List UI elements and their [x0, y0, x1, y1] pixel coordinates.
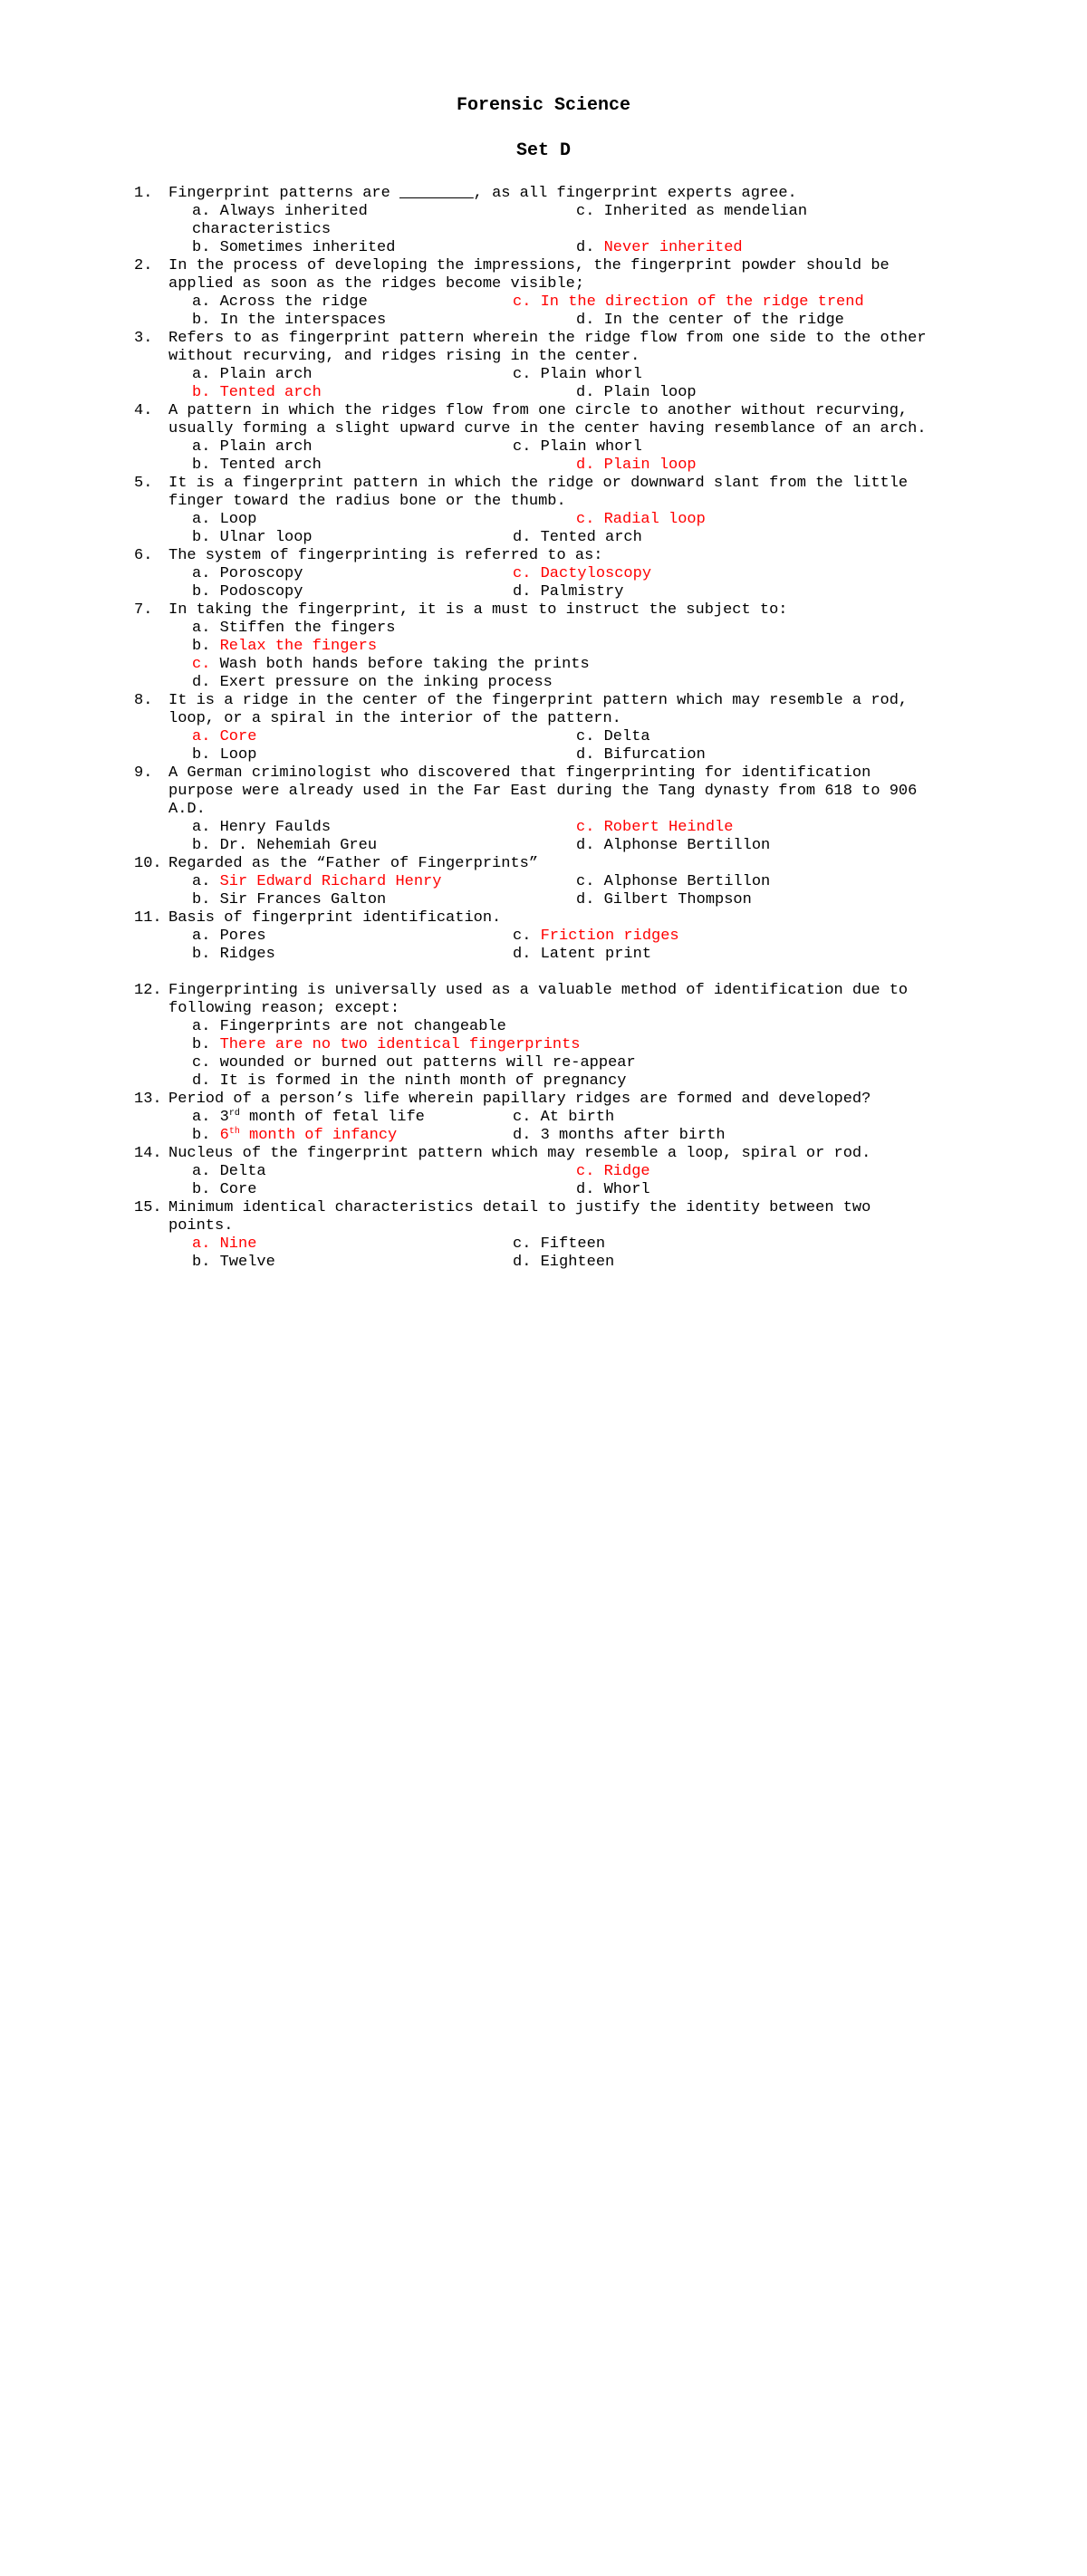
- correct-answer: Sir Edward Richard Henry: [219, 873, 442, 890]
- correct-answer: c. Robert Heindle: [576, 819, 734, 836]
- question-stem: It is a fingerprint pattern in which the ridge or downward slant from the little: [168, 475, 909, 492]
- option-d: d. Tented arch: [513, 529, 642, 546]
- question-number: 8.: [134, 692, 153, 709]
- option-b: b. There are no two identical fingerprints: [192, 1036, 581, 1053]
- question-stem-continuation: purpose were already used in the Far East during the Tang dynasty from 618 to 906: [168, 783, 918, 800]
- option-c: c. At birth: [513, 1109, 615, 1126]
- option-c: c. Delta: [576, 728, 650, 745]
- question-list: [0, 185, 1087, 2576]
- option-b: b. Relax the fingers: [192, 638, 378, 655]
- correct-answer: c. Dactyloscopy: [513, 565, 652, 582]
- option-b: b. Twelve: [192, 1254, 275, 1271]
- question-stem: Basis of fingerprint identification.: [168, 909, 502, 927]
- option-c: c. Wash both hands before taking the prints: [192, 656, 590, 673]
- option-d: d. 3 months after birth: [513, 1127, 726, 1144]
- question-number: 1.: [134, 185, 153, 202]
- question-stem-continuation: points.: [168, 1217, 234, 1235]
- option-a: a. Plain arch: [192, 366, 313, 383]
- question-number: 2.: [134, 257, 153, 274]
- option-a: a. Sir Edward Richard Henry: [192, 873, 442, 890]
- question-number: 10.: [134, 855, 162, 872]
- correct-answer: d. Plain loop: [576, 457, 697, 474]
- question-stem: A pattern in which the ridges flow from one circle to another without recurving,: [168, 402, 909, 419]
- option-a: a. Pores: [192, 928, 266, 945]
- option-b: b. Podoscopy: [192, 583, 303, 601]
- answer-blank: ________: [399, 185, 474, 202]
- question-stem: Regarded as the “Father of Fingerprints”: [168, 855, 539, 872]
- question-number: 6.: [134, 547, 153, 564]
- option-a: a. Fingerprints are not changeable: [192, 1018, 506, 1035]
- question-number: 4.: [134, 402, 153, 419]
- option-d: d. Alphonse Bertillon: [576, 837, 771, 854]
- option-a: a. Poroscopy: [192, 565, 303, 582]
- option-c: c. Plain whorl: [513, 366, 642, 383]
- correct-answer: b. Tented arch: [192, 384, 322, 401]
- option-a: a. Loop: [192, 511, 257, 528]
- question-stem: A German criminologist who discovered that fingerprinting for identification: [168, 764, 871, 782]
- option-a: a. Stiffen the fingers: [192, 620, 396, 637]
- correct-answer: c. In the direction of the ridge trend: [513, 293, 864, 311]
- question-stem-continuation: applied as soon as the ridges become visible;: [168, 275, 585, 293]
- option-d: d. In the center of the ridge: [576, 312, 844, 329]
- option-c: c. Fifteen: [513, 1235, 606, 1253]
- question-number: 13.: [134, 1091, 162, 1108]
- option-d: d. Plain loop: [576, 384, 697, 401]
- question-stem: Minimum identical characteristics detail to justify the identity between two: [168, 1199, 871, 1216]
- option-b: b. 6th month of infancy: [192, 1127, 398, 1144]
- question-stem: Fingerprint patterns are ________, as all fingerprint experts agree.: [168, 185, 797, 202]
- option-b: b. Loop: [192, 746, 257, 764]
- option-d: d. Never inherited: [576, 239, 743, 256]
- correct-answer: Friction ridges: [540, 928, 679, 945]
- option-d: d. Gilbert Thompson: [576, 891, 752, 908]
- option-c: c. Friction ridges: [513, 928, 679, 945]
- option-d: d. It is formed in the ninth month of pregnancy: [192, 1072, 627, 1090]
- correct-answer: Relax the fingers: [219, 638, 378, 655]
- question-stem-continuation: usually forming a slight upward curve in the center having resemblance of an arch.: [168, 420, 927, 437]
- question-stem-continuation: following reason; except:: [168, 1000, 400, 1017]
- question-number: 5.: [134, 475, 153, 492]
- question-number: 11.: [134, 909, 162, 927]
- correct-answer: c. Radial loop: [576, 511, 706, 528]
- page-title: Forensic Science: [456, 95, 631, 116]
- question-stem: Fingerprinting is universally used as a valuable method of identification due to: [168, 982, 909, 999]
- option-b: b. Core: [192, 1181, 257, 1198]
- correct-answer: There are no two identical fingerprints: [219, 1036, 581, 1053]
- correct-answer: a. Core: [192, 728, 257, 745]
- question-stem: Refers to as fingerprint pattern wherein the ridge flow from one side to the other: [168, 330, 927, 347]
- question-number: 9.: [134, 764, 153, 782]
- set-label: Set D: [515, 140, 571, 161]
- option-b: b. Tented arch: [192, 457, 322, 474]
- question-stem: In the process of developing the impressions, the fingerprint powder should be: [168, 257, 890, 274]
- question-stem-continuation: without recurving, and ridges rising in the center.: [168, 348, 640, 365]
- option-a-continuation: characteristics: [192, 221, 332, 238]
- option-b: b. Ridges: [192, 946, 275, 963]
- question-stem-continuation: loop, or a spiral in the interior of the pattern.: [168, 710, 621, 727]
- option-a: a. Henry Faulds: [192, 819, 332, 836]
- question-stem-continuation: finger toward the radius bone or the thumb.: [168, 493, 566, 510]
- correct-answer: Never inherited: [603, 239, 743, 256]
- question-stem: In taking the fingerprint, it is a must to instruct the subject to:: [168, 601, 788, 619]
- correct-answer: a. Nine: [192, 1235, 257, 1253]
- question-number: 15.: [134, 1199, 162, 1216]
- option-d: d. Bifurcation: [576, 746, 706, 764]
- option-d: d. Exert pressure on the inking process: [192, 674, 553, 691]
- option-b: b. Ulnar loop: [192, 529, 313, 546]
- option-c: c. wounded or burned out patterns will re-appear: [192, 1054, 636, 1072]
- option-b: b. Sometimes inherited: [192, 239, 396, 256]
- option-d: d. Whorl: [576, 1181, 650, 1198]
- question-stem: Period of a person’s life wherein papillary ridges are formed and developed?: [168, 1091, 871, 1108]
- question-number: 7.: [134, 601, 153, 619]
- question-stem-continuation: A.D.: [168, 801, 206, 818]
- option-c: c. Plain whorl: [513, 438, 642, 456]
- correct-answer: c. Ridge: [576, 1163, 650, 1180]
- option-a: a. Delta: [192, 1163, 266, 1180]
- option-a: a. Plain arch: [192, 438, 313, 456]
- question-stem: Nucleus of the fingerprint pattern which may resemble a loop, spiral or rod.: [168, 1145, 871, 1162]
- option-c: c. Inherited as mendelian: [576, 203, 808, 220]
- option-a: a. 3rd month of fetal life: [192, 1109, 425, 1126]
- question-number: 12.: [134, 982, 162, 999]
- question-stem: The system of fingerprinting is referred to as:: [168, 547, 603, 564]
- option-d: d. Eighteen: [513, 1254, 615, 1271]
- option-b: b. Sir Frances Galton: [192, 891, 387, 908]
- question-number: 14.: [134, 1145, 162, 1162]
- option-c: c. Alphonse Bertillon: [576, 873, 771, 890]
- option-d: d. Latent print: [513, 946, 652, 963]
- option-d: d. Palmistry: [513, 583, 624, 601]
- question-stem: It is a ridge in the center of the fingerprint pattern which may resemble a rod,: [168, 692, 909, 709]
- option-a: a. Always inherited: [192, 203, 368, 220]
- question-number: 3.: [134, 330, 153, 347]
- option-b: b. Dr. Nehemiah Greu: [192, 837, 378, 854]
- option-b: b. In the interspaces: [192, 312, 387, 329]
- correct-answer: 6th month of infancy: [219, 1127, 398, 1144]
- option-a: a. Across the ridge: [192, 293, 368, 311]
